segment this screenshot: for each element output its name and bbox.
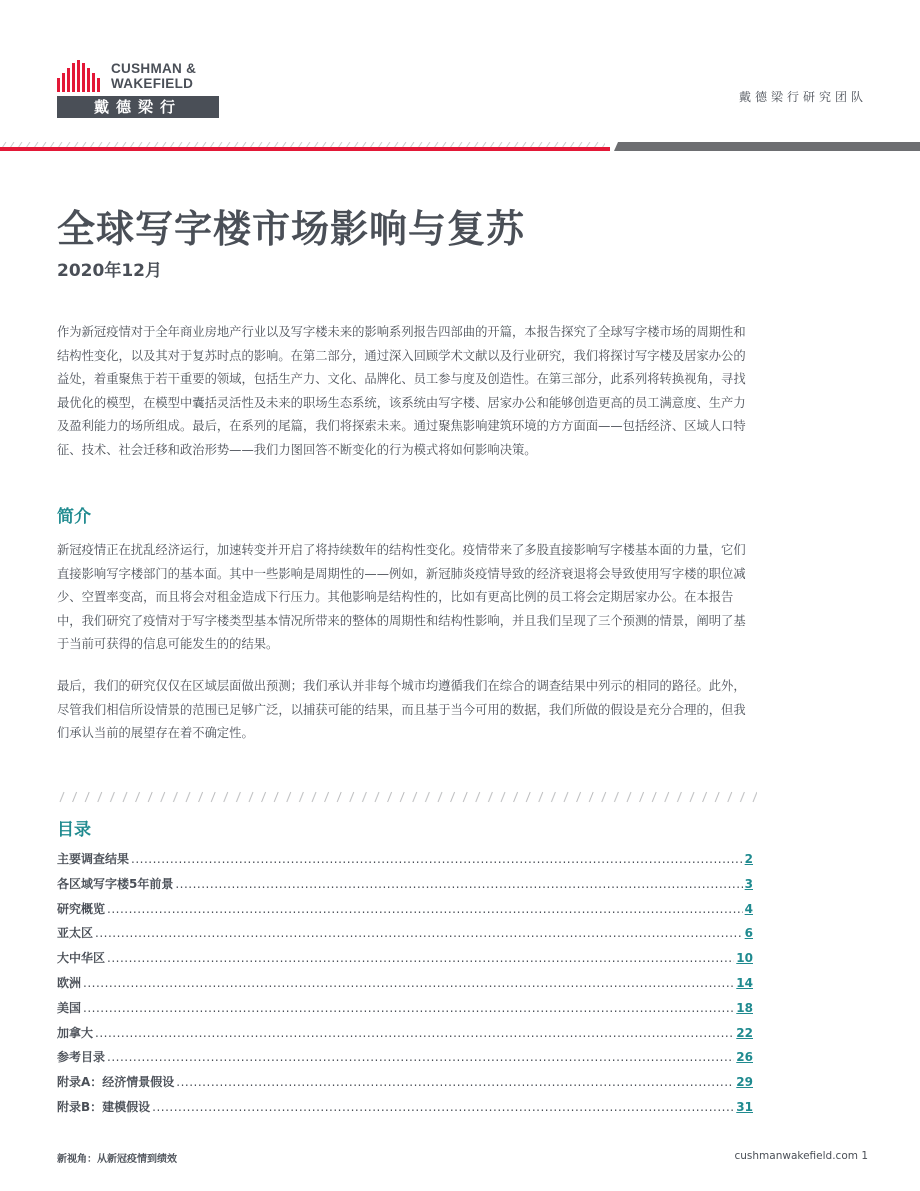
toc-page-link[interactable]: 14 <box>736 975 753 990</box>
toc-page-link[interactable]: 3 <box>744 876 753 891</box>
logo-line1: CUSHMAN & <box>111 61 197 76</box>
toc-leader <box>107 951 734 965</box>
toc-item[interactable] <box>57 974 753 999</box>
toc-leader <box>83 1001 734 1015</box>
toc-leader <box>175 877 742 891</box>
toc-leader <box>176 1075 734 1089</box>
toc-leader <box>83 976 734 990</box>
table-of-contents <box>57 850 753 1123</box>
toc-leader <box>107 1050 734 1064</box>
toc-item-label: 参考目录 <box>57 1050 106 1065</box>
toc-item[interactable] <box>57 850 753 875</box>
toc-item-label: 亚太区 <box>57 926 94 941</box>
header-rule <box>0 142 920 154</box>
toc-item[interactable] <box>57 924 753 949</box>
toc-item-label: 研究概览 <box>57 901 106 916</box>
toc-item[interactable] <box>57 999 753 1024</box>
toc-page-link[interactable]: 4 <box>744 901 753 916</box>
toc-page-link[interactable]: 18 <box>736 1000 753 1015</box>
toc-item-label: 主要调查结果 <box>57 852 130 866</box>
footer-publication-title: 新视角：从新冠疫情到绩效 <box>57 1154 177 1165</box>
toc-page-link[interactable]: 10 <box>736 951 753 966</box>
intro-paragraph: 作为新冠疫情对于全年商业房地产行业以及写字楼未来的影响系列报告四部曲的开篇，本报告探究了全球写字楼市场的周期性和结构性变化，以及其对于复苏时点的影响。在第二部分，通过深入回顾学术文献以及行业研究，我们将探讨写字楼及居家办公的益处，着重聚焦于若干重要的领域，包括生产力、文化、品牌化、员工参与度及创造性。在第三部分，此系列将转换视角，寻找最优化的模型，在模型中囊括灵活性及未来的职场生态系统，该系统由写字楼、居家办公和能够创造更高的员工满意度、生产力及盈利能力的场所组成。最后，在系列的尾篇，我们将探索未来。通过聚焦影响建筑环境的方方面面——包括经济、区域人口特征、技术、社会迁移和政治形势——我们力图回答不断变化的行为模式将如何影响决策。 <box>57 325 746 457</box>
toc-leader <box>152 1100 734 1114</box>
toc-item[interactable] <box>57 949 753 974</box>
logo-line2: WAKEFIELD <box>111 75 194 91</box>
intro-body-paragraph-2: 最后，我们的研究仅仅在区域层面做出预测；我们承认并非每个城市均遵循我们在综合的调查结果中列示的相同的路径。此外，尽管我们相信所设情景的范围已足够广泛，以捕获可能的结果，而且基于当今可用的数据，我们所做的假设是充分合理的，但我们承认当前的展望存在着不确定性。 <box>57 679 746 741</box>
toc-page-link[interactable]: 26 <box>736 1050 753 1065</box>
toc-item[interactable] <box>57 1098 753 1123</box>
logo-text-cn: 戴德梁行 <box>57 96 219 118</box>
toc-item-label: 各区域写字楼5年前景 <box>57 876 174 891</box>
toc-page-link[interactable]: 29 <box>736 1075 753 1090</box>
toc-item-label: 附录A：经济情景假设 <box>57 1075 175 1090</box>
logo-bars-icon <box>57 60 105 92</box>
intro-body-paragraph-1: 新冠疫情正在扰乱经济运行，加速转变并开启了将持续数年的结构性变化。疫情带来了多股直接影响写字楼基本面的力量，它们直接影响写字楼部门的基本面。其中一些影响是周期性的——例如，新冠肺炎疫情导致的经济衰退将会导致使用写字楼的职位减少、空置率变高，而且将会对租金造成下行压力。其他影响是结构性的，比如有更高比例的员工将会定期居家办公。在本报告中，我们研究了疫情对于写字楼类型基本情况所带来的整体的周期性和结构性影响，并且我们呈现了三个预测的情景，阐明了基于当前可获得的信息可能发生的的结果。 <box>57 543 746 652</box>
toc-item[interactable] <box>57 875 753 900</box>
toc-item[interactable] <box>57 900 753 925</box>
toc-heading: 目录 <box>57 820 91 840</box>
section-heading-intro: 简介 <box>57 507 91 527</box>
logo-text-en <box>111 62 196 91</box>
toc-page-link[interactable]: 6 <box>744 926 753 941</box>
toc-leader <box>107 902 743 916</box>
toc-page-link[interactable]: 31 <box>736 1099 753 1114</box>
toc-leader <box>95 1026 734 1040</box>
toc-item[interactable] <box>57 1073 753 1098</box>
research-team-label: 戴德梁行研究团队 <box>738 90 867 104</box>
section-divider <box>57 790 757 804</box>
toc-item-label: 附录B：建模假设 <box>57 1099 151 1114</box>
toc-item-label: 欧洲 <box>57 975 82 990</box>
toc-item[interactable] <box>57 1024 753 1049</box>
toc-leader <box>131 852 743 866</box>
toc-item-label: 加拿大 <box>57 1025 94 1040</box>
toc-item-label: 大中华区 <box>57 951 106 966</box>
page-title: 全球写字楼市场影响与复苏 <box>57 207 526 251</box>
footer-website-page: cushmanwakefield.com 1 <box>734 1150 868 1162</box>
toc-item-label: 美国 <box>57 1000 82 1015</box>
toc-page-link[interactable]: 2 <box>744 852 753 866</box>
report-date: 2020年12月 <box>57 261 162 281</box>
toc-page-link[interactable]: 22 <box>736 1025 753 1040</box>
toc-item[interactable] <box>57 1048 753 1073</box>
toc-leader <box>95 926 743 940</box>
company-logo <box>57 58 219 120</box>
